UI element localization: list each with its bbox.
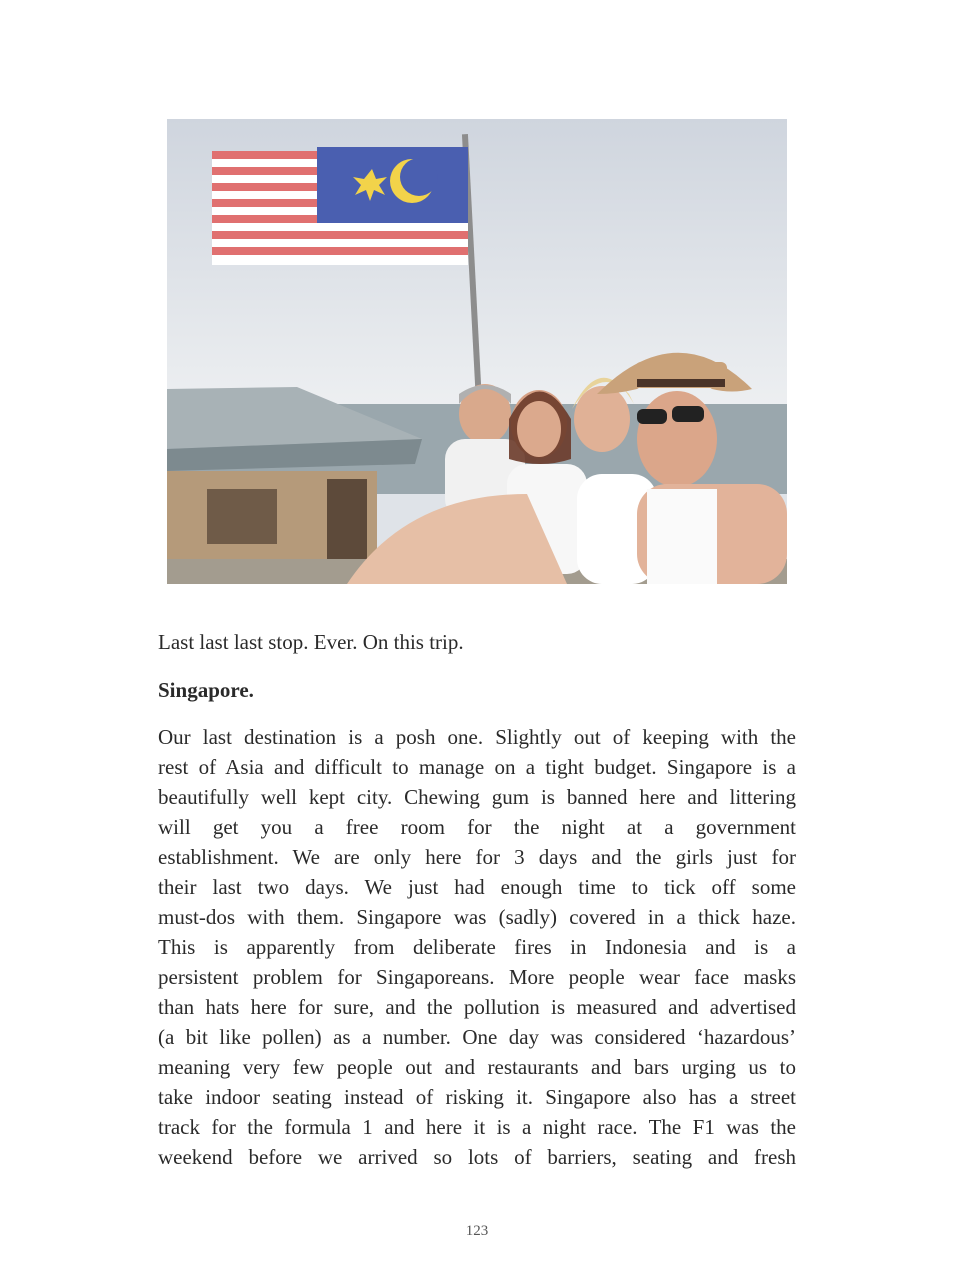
body-line: establishment. We are only here for 3 days and the girls just for: [158, 845, 796, 869]
section-heading: Singapore.: [158, 678, 254, 702]
body-line: take indoor seating instead of risking it. Singapore also has a street: [158, 1085, 796, 1109]
body-line: meaning very few people out and restaurants and bars urging us to: [158, 1055, 796, 1079]
body-line: Our last destination is a posh one. Slightly out of keeping with the: [158, 725, 796, 749]
photo-caption: Last last last stop. Ever. On this trip.: [158, 630, 464, 654]
body-line: than hats here for sure, and the pollution is measured and advertised: [158, 995, 796, 1019]
body-line: persistent problem for Singaporeans. More people wear face masks: [158, 965, 796, 989]
body-paragraph: [158, 722, 796, 1172]
photo-illustration: [167, 119, 787, 584]
body-line: rest of Asia and difficult to manage on a tight budget. Singapore is a: [158, 755, 796, 779]
page-number: 123: [465, 1223, 489, 1239]
body-line: weekend before we arrived so lots of barriers, seating and fresh: [158, 1145, 796, 1169]
body-line: must-dos with them. Singapore was (sadly) covered in a thick haze.: [158, 905, 796, 929]
photo: [167, 119, 787, 584]
body-line: will get you a free room for the night at a government: [158, 815, 796, 839]
body-line: their last two days. We just had enough time to tick off some: [158, 875, 796, 899]
body-line: track for the formula 1 and here it is a night race. The F1 was the: [158, 1115, 796, 1139]
body-line: (a bit like pollen) as a number. One day was considered ‘hazardous’: [158, 1025, 796, 1049]
body-line: This is apparently from deliberate fires in Indonesia and is a: [158, 935, 796, 959]
body-line: beautifully well kept city. Chewing gum is banned here and littering: [158, 785, 796, 809]
malaysian-flag: [212, 147, 468, 265]
